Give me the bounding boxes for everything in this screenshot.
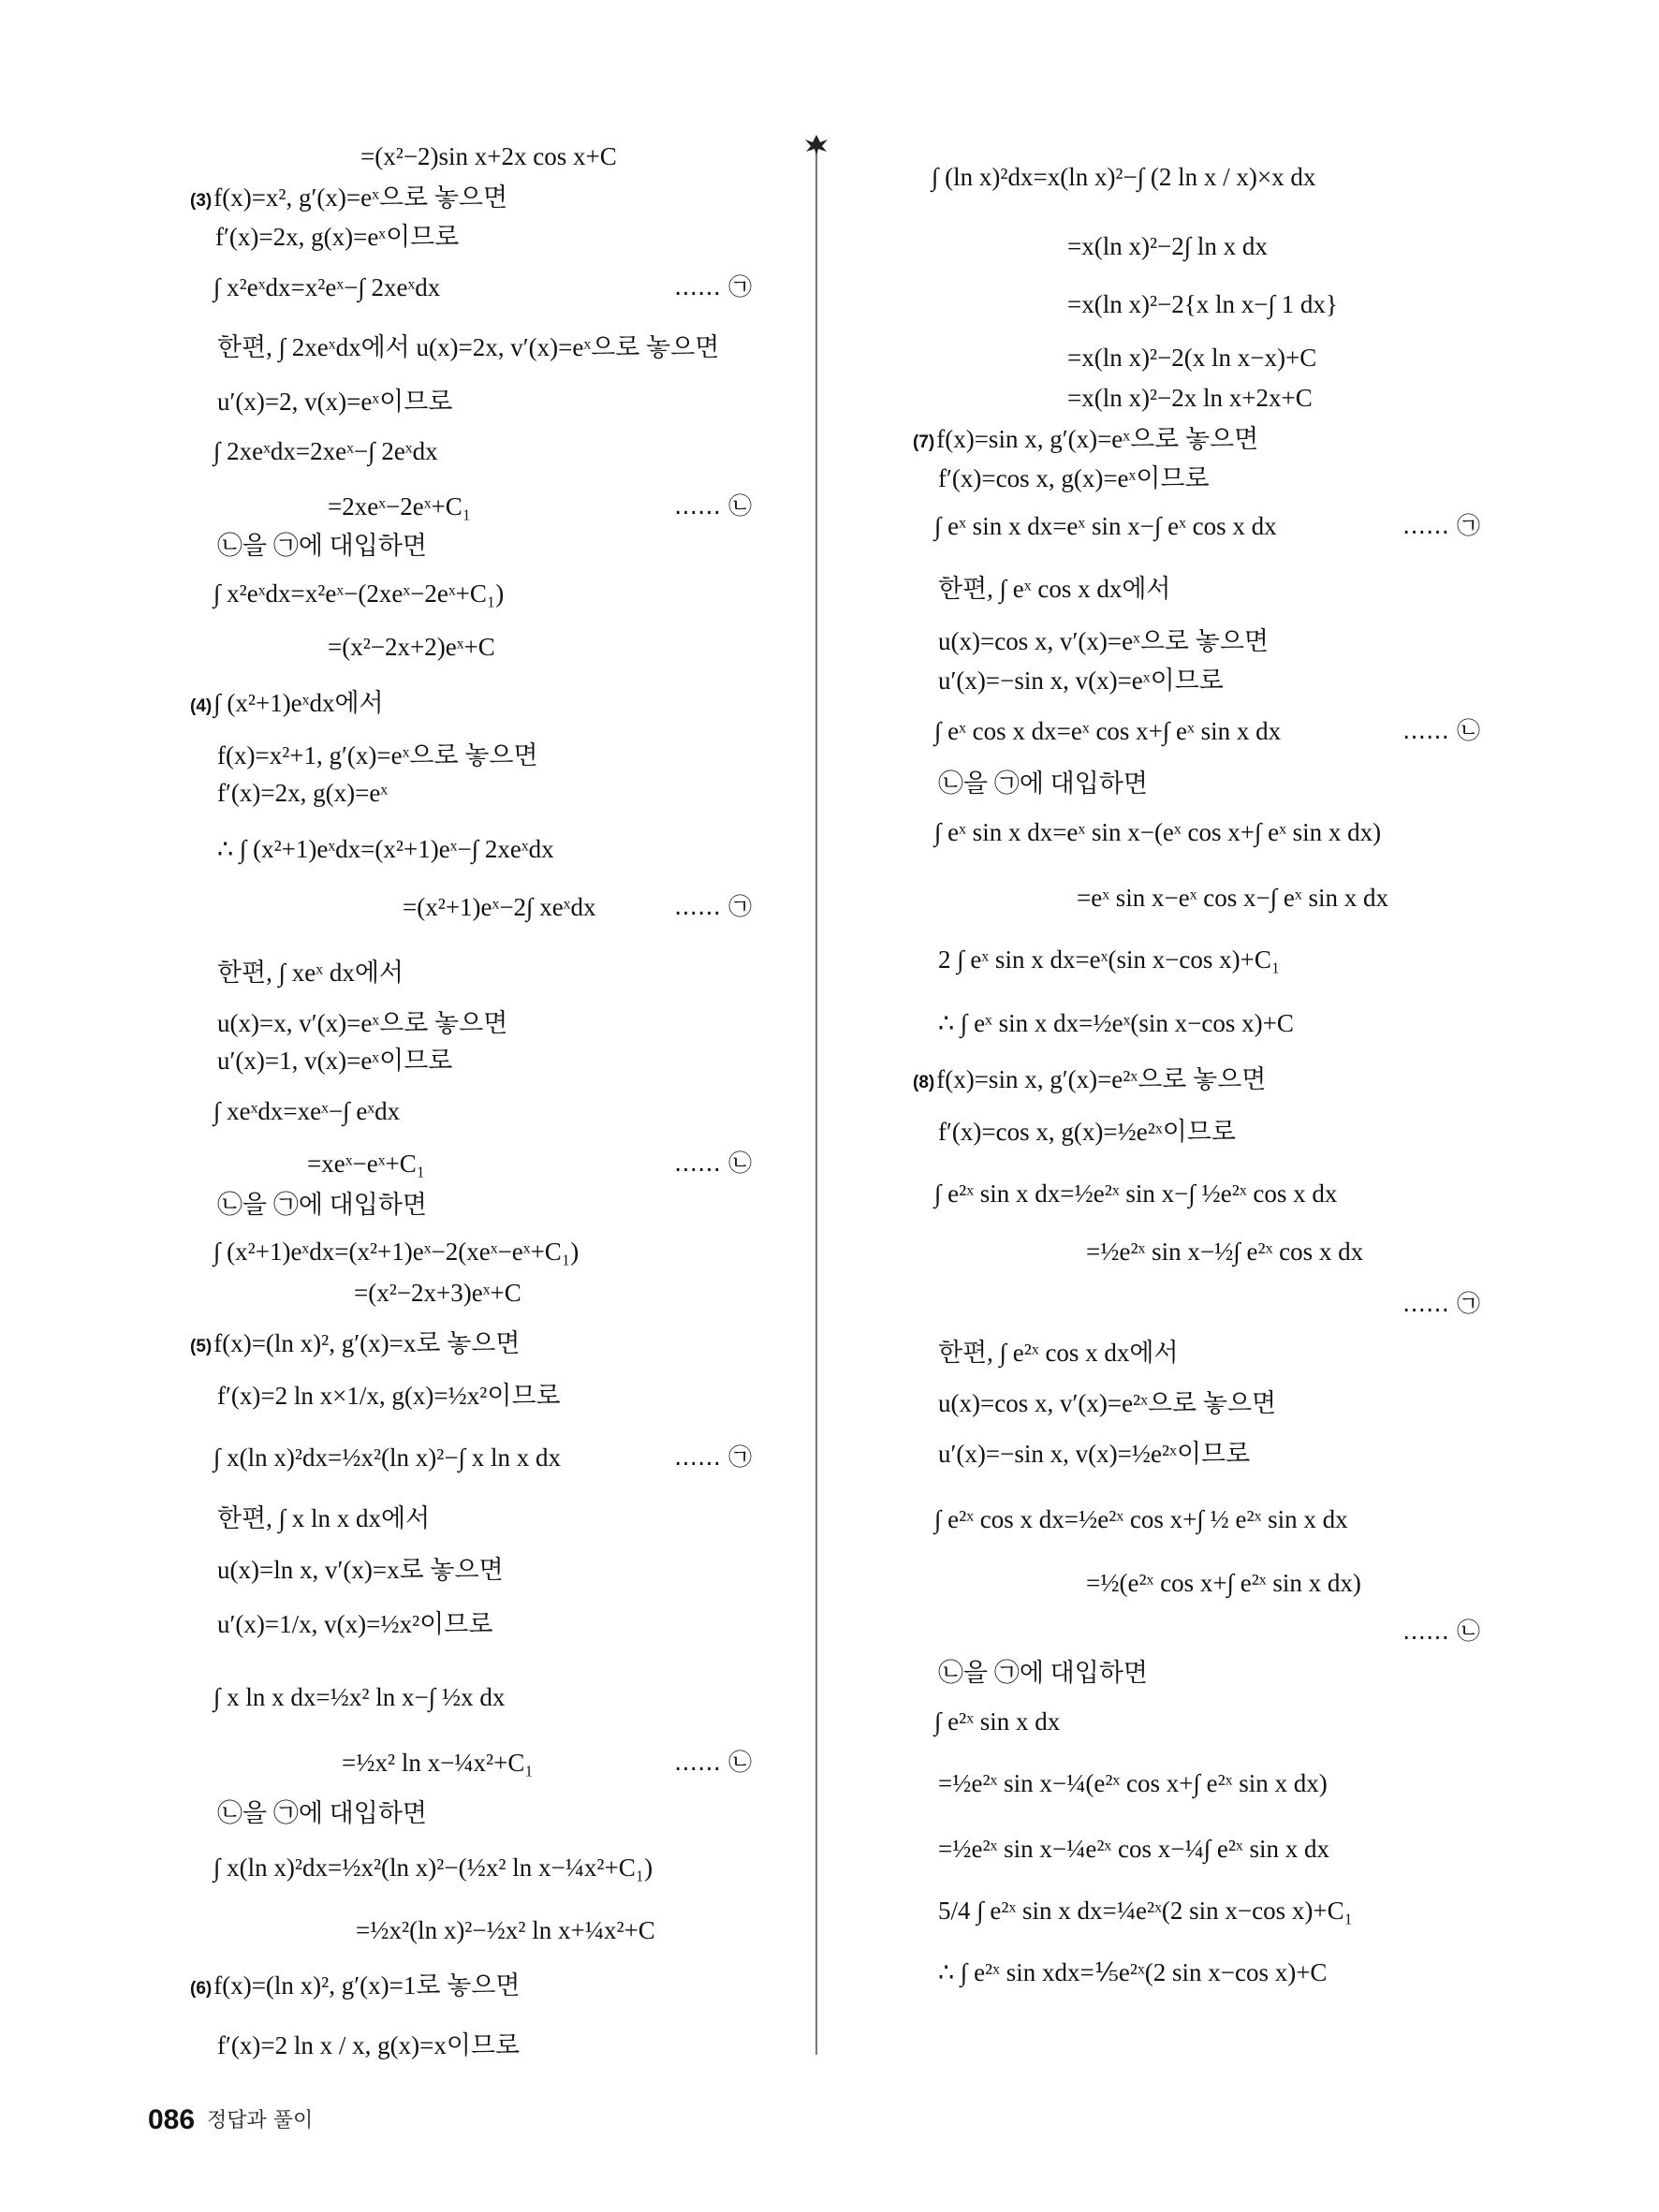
right-column-line (1077, 882, 1388, 914)
math-text: 한편, ∫ x ln x dx에서 (217, 1504, 431, 1532)
right-column-line (938, 944, 1280, 975)
left-column-line (217, 957, 404, 989)
math-text: ∴ ∫ eˣ sin x dx=½eˣ(sin x−cos x)+C (938, 1009, 1294, 1037)
math-text: u(x)=cos x, v′(x)=eˣ으로 놓으면 (938, 627, 1270, 655)
page-number: 086 (148, 2104, 196, 2135)
right-column-line (913, 423, 1258, 459)
math-text: 2 ∫ eˣ sin x dx=eˣ(sin x−cos x)+C₁ (938, 945, 1281, 974)
math-text: u′(x)=−sin x, v(x)=eˣ이므로 (938, 667, 1224, 695)
math-text: ∴ ∫ e²ˣ sin xdx=⅕e²ˣ(2 sin x−cos x)+C (938, 1958, 1328, 1986)
math-text: f′(x)=cos x, g(x)=½e²ˣ이므로 (938, 1118, 1236, 1146)
right-column-line (934, 510, 1277, 542)
math-text: =(x²+1)eˣ−2∫ xeˣdx (403, 893, 596, 921)
math-text: ㉡을 ㉠에 대입하면 (217, 532, 427, 560)
footer-label: 정답과 풀이 (207, 2109, 314, 2132)
math-text: 한편, ∫ xeˣ dx에서 (217, 959, 404, 987)
math-text: f(x)=(ln x)², g′(x)=x로 놓으면 (213, 1329, 521, 1357)
left-column-line (190, 1970, 520, 2005)
math-text: ㉡을 ㉠에 대입하면 (938, 1659, 1148, 1687)
math-text: 한편, ∫ 2xeˣdx에서 u(x)=2x, v′(x)=eˣ으로 놓으면 (217, 333, 720, 361)
right-column-line (938, 665, 1224, 696)
problem-number: (8) (913, 1073, 935, 1092)
math-text: ∫ eˣ sin x dx=eˣ sin x−(eˣ cos x+∫ eˣ sin x dx) (934, 818, 1382, 846)
left-column-line (217, 1797, 427, 1829)
math-text: 5/4 ∫ e²ˣ sin x dx=¼e²ˣ(2 sin x−cos x)+C₁ (938, 1897, 1354, 1925)
math-text: ∫ x ln x dx=½x² ln x−∫ ½x dx (213, 1683, 506, 1711)
math-text: ∫ eˣ cos x dx=eˣ cos x+∫ eˣ sin x dx (934, 717, 1282, 745)
math-text: f′(x)=cos x, g(x)=eˣ이므로 (938, 464, 1210, 492)
math-text: =x(ln x)²−2(x ln x−x)+C (1067, 344, 1317, 372)
math-text: ㉡을 ㉠에 대입하면 (217, 1799, 427, 1827)
column-divider (815, 154, 817, 2055)
math-text: u′(x)=−sin x, v(x)=½e²ˣ이므로 (938, 1440, 1251, 1468)
left-column-line (217, 833, 554, 865)
left-column-line (403, 891, 595, 923)
left-column-line (217, 2029, 520, 2061)
math-text: ∫ x²eˣdx=x²eˣ−(2xeˣ−2eˣ+C₁) (213, 579, 505, 608)
left-column-line (213, 1236, 579, 1267)
right-column-line (934, 1706, 1060, 1737)
math-text: =(x²−2x+2)eˣ+C (328, 633, 495, 661)
math-text: u′(x)=1, v(x)=eˣ이므로 (217, 1047, 453, 1075)
right-column-line (932, 161, 1315, 193)
right-column-line (1067, 288, 1338, 320)
right-column-line (938, 1438, 1250, 1470)
math-text: ∫ x²eˣdx=x²eˣ−∫ 2xeˣdx (213, 273, 441, 301)
math-text: u(x)=ln x, v′(x)=x로 놓으면 (217, 1556, 504, 1584)
math-text: =½e²ˣ sin x−¼(e²ˣ cos x+∫ e²ˣ sin x dx) (938, 1769, 1328, 1797)
left-column-line (217, 530, 427, 562)
math-text: ∫ xeˣdx=xeˣ−∫ eˣdx (213, 1097, 401, 1125)
math-text: f(x)=sin x, g′(x)=e²ˣ으로 놓으면 (936, 1065, 1267, 1093)
math-text: ∫ 2xeˣdx=2xeˣ−∫ 2eˣdx (213, 437, 438, 465)
math-text: f′(x)=2 ln x×1/x, g(x)=½x²이므로 (217, 1382, 561, 1410)
right-column-line (1086, 1236, 1363, 1267)
math-text: u′(x)=2, v(x)=eˣ이므로 (217, 388, 453, 416)
right-column-line (1067, 342, 1316, 374)
math-text: =x(ln x)²−2{x ln x−∫ 1 dx} (1067, 290, 1338, 318)
left-column-line (213, 271, 440, 303)
divider-ornament-icon (802, 131, 830, 159)
math-text: f(x)=x²+1, g′(x)=eˣ으로 놓으면 (217, 741, 538, 769)
left-column-line (213, 1095, 400, 1127)
equation-marker: …… ㉠ (1402, 1290, 1480, 1317)
math-text: =½x²(ln x)²−½x² ln x+¼x²+C (356, 1916, 655, 1944)
math-text: u(x)=cos x, v′(x)=e²ˣ으로 놓으면 (938, 1389, 1277, 1417)
right-column-line (934, 715, 1281, 747)
math-text: u(x)=x, v′(x)=eˣ으로 놓으면 (217, 1009, 508, 1037)
math-text: ∫ x(ln x)²dx=½x²(ln x)²−(½x² ln x−¼x²+C₁) (213, 1853, 653, 1882)
left-column-line (328, 491, 471, 522)
right-column-line (938, 462, 1210, 494)
right-column-line (938, 1895, 1353, 1926)
math-text: =eˣ sin x−eˣ cos x−∫ eˣ sin x dx (1077, 884, 1388, 912)
equation-marker: …… ㉡ (674, 1150, 752, 1177)
right-column-line (938, 768, 1148, 799)
equation-marker: …… ㉡ (674, 492, 752, 520)
left-column-line (328, 631, 495, 663)
math-text: f′(x)=2x, g(x)=eˣ (217, 779, 389, 807)
problem-number: (4) (190, 696, 213, 716)
right-column-line (938, 1833, 1329, 1865)
right-column-line (938, 1116, 1236, 1148)
right-column-line (934, 1178, 1337, 1209)
math-text: ∫ (ln x)²dx=x(ln x)²−∫ (2 ln x / x)×x dx (932, 163, 1316, 191)
right-column-line (934, 816, 1381, 848)
math-text: =xeˣ−eˣ+C₁ (307, 1150, 426, 1178)
left-column-line (217, 777, 388, 809)
left-column-line (354, 1277, 521, 1309)
left-column-line (217, 1502, 430, 1534)
left-column-line (217, 1189, 427, 1221)
left-column-line (360, 140, 617, 172)
left-column-line (213, 1852, 653, 1883)
right-column-line (938, 1767, 1328, 1799)
math-text: =½e²ˣ sin x−¼e²ˣ cos x−¼∫ e²ˣ sin x dx (938, 1835, 1329, 1863)
equation-marker: …… ㉡ (1402, 1618, 1480, 1645)
left-column-line (213, 435, 438, 467)
problem-number: (3) (190, 191, 213, 211)
equation-marker: …… ㉠ (674, 1443, 752, 1471)
right-column-line (1086, 1567, 1361, 1599)
math-text: f′(x)=2x, g(x)=eˣ이므로 (215, 223, 460, 251)
math-text: ∫ e²ˣ sin x dx (934, 1707, 1061, 1736)
math-text: ∫ x(ln x)²dx=½x²(ln x)²−∫ x ln x dx (213, 1443, 561, 1472)
right-column-line (938, 1387, 1276, 1419)
left-column-line (213, 578, 504, 609)
math-text: ∫ (x²+1)eˣdx에서 (213, 689, 384, 717)
problem-number: (7) (913, 432, 935, 452)
right-column-line (938, 573, 1171, 605)
math-text: ∫ (x²+1)eˣdx=(x²+1)eˣ−2(xeˣ−eˣ+C₁) (213, 1238, 580, 1266)
math-text: ∫ eˣ sin x dx=eˣ sin x−∫ eˣ cos x dx (934, 512, 1277, 540)
right-column-line (934, 1503, 1348, 1535)
left-column-line (356, 1914, 655, 1946)
left-column-line (217, 1007, 507, 1039)
math-text: =2xeˣ−2eˣ+C₁ (328, 492, 472, 520)
left-column-line (217, 740, 538, 771)
left-column-line (215, 221, 459, 253)
math-text: =(x²−2)sin x+2x cos x+C (360, 142, 617, 170)
problem-number: (6) (190, 1979, 213, 1999)
left-column-line (217, 331, 719, 363)
math-text: ㉡을 ㉠에 대입하면 (217, 1191, 427, 1219)
math-text: =x(ln x)²−2x ln x+2x+C (1067, 384, 1313, 412)
math-text: =x(ln x)²−2∫ ln x dx (1067, 232, 1268, 260)
right-column-line (938, 1956, 1327, 1988)
math-text: =½(e²ˣ cos x+∫ e²ˣ sin x dx) (1086, 1569, 1361, 1597)
left-column-line (217, 1045, 452, 1077)
left-column-line (217, 386, 452, 417)
equation-marker: …… ㉡ (674, 1749, 752, 1776)
right-column-line (938, 625, 1269, 657)
right-column-line (913, 1063, 1266, 1099)
left-column-line (217, 1608, 492, 1640)
problem-number: (5) (190, 1337, 213, 1356)
right-column-line (938, 1007, 1294, 1039)
left-column-line (342, 1747, 534, 1779)
left-column-line (190, 182, 507, 217)
math-text: =½x² ln x−¼x²+C₁ (342, 1749, 534, 1777)
math-text: f(x)=x², g′(x)=eˣ으로 놓으면 (213, 183, 508, 212)
left-column-line (213, 1442, 561, 1473)
math-text: f′(x)=2 ln x / x, g(x)=x이므로 (217, 2031, 521, 2059)
equation-marker: …… ㉠ (674, 273, 752, 300)
math-text: ∴ ∫ (x²+1)eˣdx=(x²+1)eˣ−∫ 2xeˣdx (217, 835, 554, 863)
left-column-line (190, 687, 384, 723)
right-column-line (938, 1337, 1179, 1369)
math-text: =½e²ˣ sin x−½∫ e²ˣ cos x dx (1086, 1238, 1364, 1266)
left-column-line (213, 1681, 505, 1713)
left-column-line (190, 1327, 520, 1363)
left-column-line (307, 1148, 425, 1179)
math-text: ∫ e²ˣ sin x dx=½e²ˣ sin x−∫ ½e²ˣ cos x dx (934, 1179, 1338, 1208)
equation-marker: …… ㉡ (1402, 717, 1480, 744)
right-column-line (1067, 382, 1313, 414)
math-text: u′(x)=1/x, v(x)=½x²이므로 (217, 1610, 493, 1638)
math-text: 한편, ∫ e²ˣ cos x dx에서 (938, 1339, 1179, 1367)
right-column-line (1067, 230, 1268, 262)
math-text: =(x²−2x+3)eˣ+C (354, 1279, 521, 1307)
equation-marker: …… ㉠ (674, 893, 752, 920)
left-column-line (217, 1554, 504, 1586)
left-column-line (217, 1380, 561, 1412)
math-text: ∫ e²ˣ cos x dx=½e²ˣ cos x+∫ ½ e²ˣ sin x dx (934, 1505, 1348, 1533)
math-text: f(x)=(ln x)², g′(x)=1로 놓으면 (213, 1971, 521, 2000)
right-column-line (938, 1657, 1148, 1689)
math-text: f(x)=sin x, g′(x)=eˣ으로 놓으면 (936, 425, 1259, 453)
math-text: 한편, ∫ eˣ cos x dx에서 (938, 575, 1171, 603)
math-text: ㉡을 ㉠에 대입하면 (938, 769, 1148, 798)
equation-marker: …… ㉠ (1402, 512, 1480, 539)
